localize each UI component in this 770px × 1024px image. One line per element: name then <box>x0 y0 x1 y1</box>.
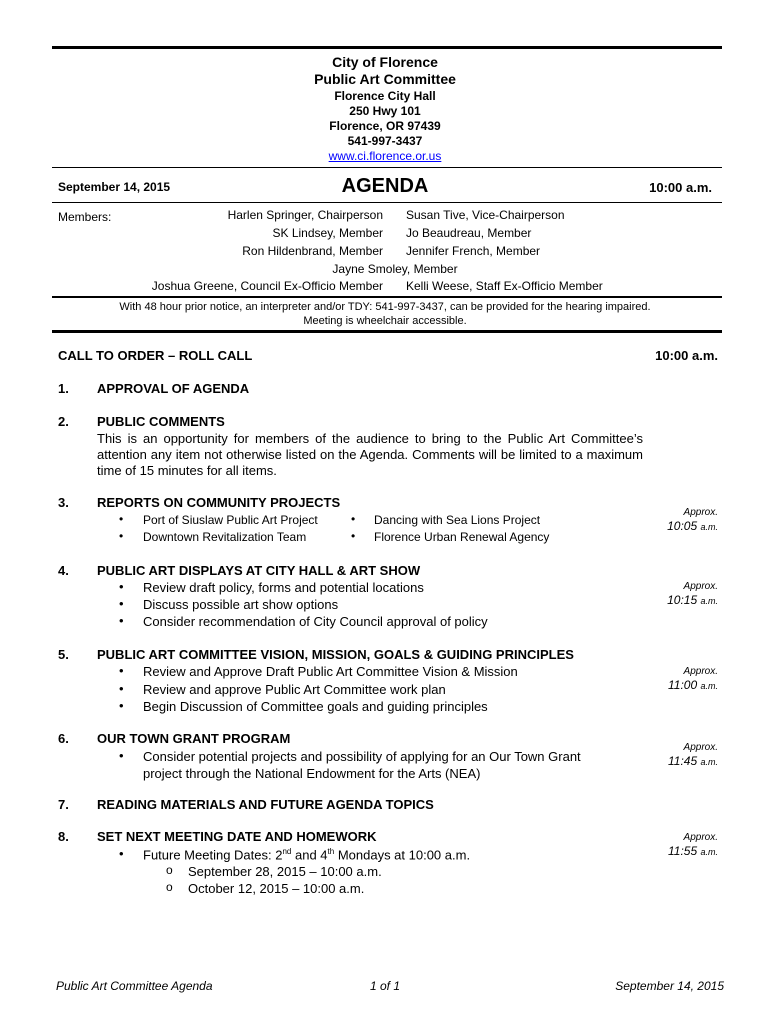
bullet-icon: • <box>119 596 124 611</box>
approx-label: Approx. <box>683 581 718 592</box>
approx-ampm: a.m. <box>700 847 718 857</box>
member-lindsey: SK Lindsey, Member <box>272 226 383 240</box>
member-weese: Kelli Weese, Staff Ex-Officio Member <box>406 279 603 293</box>
public-comments-text: This is an opportunity for members of the audience to bring to the Public Art Committee’s attention any item not otherwise listed on the Agenda. Comments will be limited to a maximum time of 15 minutes for all items. <box>97 431 643 478</box>
committee-name: Public Art Committee <box>314 71 456 87</box>
notice-bottom-rule <box>52 330 722 333</box>
top-rule <box>52 46 722 49</box>
item-title: READING MATERIALS AND FUTURE AGENDA TOPICS <box>97 797 434 812</box>
circle-bullet-icon: o <box>166 863 173 877</box>
call-to-order: CALL TO ORDER – ROLL CALL <box>58 348 253 363</box>
venue-name: Florence City Hall <box>334 89 436 103</box>
bullet-icon: • <box>119 613 124 628</box>
bullet-icon: • <box>119 529 124 543</box>
members-label: Members: <box>58 210 112 224</box>
footer-title: Public Art Committee Agenda <box>56 979 213 993</box>
list-item: Review and approve Public Art Committee work plan <box>143 682 446 697</box>
member-smoley: Jayne Smoley, Member <box>332 262 458 276</box>
bullet-icon: • <box>119 846 124 861</box>
approx-time <box>628 741 718 769</box>
item-number: 3. <box>58 495 69 510</box>
header-divider <box>52 167 722 168</box>
approx-time <box>628 506 718 534</box>
meeting-time: 10:00 a.m. <box>649 180 712 195</box>
bullet-icon: • <box>119 681 124 696</box>
website-link[interactable]: www.ci.florence.or.us <box>328 149 442 163</box>
approx-ampm: a.m. <box>700 522 718 532</box>
bullet-icon: • <box>351 529 356 543</box>
city-name: City of Florence <box>332 54 438 70</box>
item-number: 6. <box>58 731 69 746</box>
approx-label: Approx. <box>683 666 718 677</box>
item-title: OUR TOWN GRANT PROGRAM <box>97 731 291 746</box>
approx-label: Approx. <box>683 832 718 843</box>
item-title: SET NEXT MEETING DATE AND HOMEWORK <box>97 829 377 844</box>
phone-number: 541-997-3437 <box>347 134 423 148</box>
member-hildenbrand: Ron Hildenbrand, Member <box>242 244 383 258</box>
list-item: Review draft policy, forms and potential locations <box>143 580 424 595</box>
sub-list-item: September 28, 2015 – 10:00 a.m. <box>188 864 382 879</box>
sub-list-item: October 12, 2015 – 10:00 a.m. <box>188 881 365 896</box>
item-title: PUBLIC COMMENTS <box>97 414 225 429</box>
list-item: Begin Discussion of Committee goals and guiding principles <box>143 699 488 714</box>
member-french: Jennifer French, Member <box>406 244 541 258</box>
approx-time <box>628 665 718 693</box>
approx-ampm: a.m. <box>700 681 718 691</box>
wheelchair-notice: Meeting is wheelchair accessible. <box>303 315 467 327</box>
city-state-zip: Florence, OR 97439 <box>329 119 441 133</box>
approx-label: Approx. <box>683 507 718 518</box>
list-item: Florence Urban Renewal Agency <box>374 530 550 544</box>
member-vice-chairperson: Susan Tive, Vice-Chairperson <box>406 208 565 222</box>
meeting-dates-item: Future Meeting Dates: 2nd and 4th Mondays at 10:00 a.m. <box>143 847 471 863</box>
approx-time-value: 11:55 <box>668 844 698 858</box>
page-number: 1 of 1 <box>369 979 401 993</box>
item-title: PUBLIC ART COMMITTEE VISION, MISSION, GOALS & GUIDING PRINCIPLES <box>97 647 574 662</box>
approx-time <box>628 580 718 608</box>
bullet-icon: • <box>119 698 124 713</box>
list-item: Port of Siuslaw Public Art Project <box>143 513 318 527</box>
member-beaudreau: Jo Beaudreau, Member <box>406 226 532 240</box>
approx-time-value: 10:05 <box>667 519 698 533</box>
approx-time-value: 11:00 <box>668 678 698 692</box>
item-number: 8. <box>58 829 69 844</box>
list-item: Discuss possible art show options <box>143 597 339 612</box>
item-number: 4. <box>58 563 69 578</box>
item-title: REPORTS ON COMMUNITY PROJECTS <box>97 495 341 510</box>
bullet-icon: • <box>119 748 124 763</box>
item-number: 5. <box>58 647 69 662</box>
list-item: Review and Approve Draft Public Art Committee Vision & Mission <box>143 664 518 679</box>
circle-bullet-icon: o <box>166 880 173 894</box>
list-item: Consider potential projects and possibility of applying for an Our Town Grant <box>143 749 581 764</box>
bullet-icon: • <box>351 512 356 526</box>
list-item: Downtown Revitalization Team <box>143 530 307 544</box>
item-title: APPROVAL OF AGENDA <box>97 381 250 396</box>
street-address: 250 Hwy 101 <box>349 104 421 118</box>
bullet-icon: • <box>119 512 124 526</box>
members-top-rule <box>52 202 722 203</box>
approx-label: Approx. <box>683 742 718 753</box>
accessibility-notice: With 48 hour prior notice, an interpreter and/or TDY: 541-997-3437, can be provided for the hearing impaired. <box>119 301 651 313</box>
item-title: PUBLIC ART DISPLAYS AT CITY HALL & ART SHOW <box>97 563 421 578</box>
call-to-order-time: 10:00 a.m. <box>655 348 718 363</box>
notice-top-rule <box>52 296 722 298</box>
footer-date: September 14, 2015 <box>615 979 724 993</box>
approx-time-value: 10:15 <box>667 593 698 607</box>
approx-time-value: 11:45 <box>668 754 698 768</box>
meeting-date: September 14, 2015 <box>58 180 171 194</box>
approx-ampm: a.m. <box>700 757 718 767</box>
item-number: 2. <box>58 414 69 429</box>
approx-ampm: a.m. <box>700 596 718 606</box>
list-item-continuation: project through the National Endowment for the Arts (NEA) <box>143 766 481 781</box>
bullet-icon: • <box>119 663 124 678</box>
agenda-heading: AGENDA <box>341 175 429 197</box>
list-item: Consider recommendation of City Council approval of policy <box>143 614 488 629</box>
member-greene: Joshua Greene, Council Ex-Officio Member <box>151 279 383 293</box>
approx-time <box>628 831 718 859</box>
list-item: Dancing with Sea Lions Project <box>374 513 541 527</box>
member-chairperson: Harlen Springer, Chairperson <box>227 208 383 222</box>
bullet-icon: • <box>119 579 124 594</box>
item-number: 1. <box>58 381 69 396</box>
item-number: 7. <box>58 797 69 812</box>
